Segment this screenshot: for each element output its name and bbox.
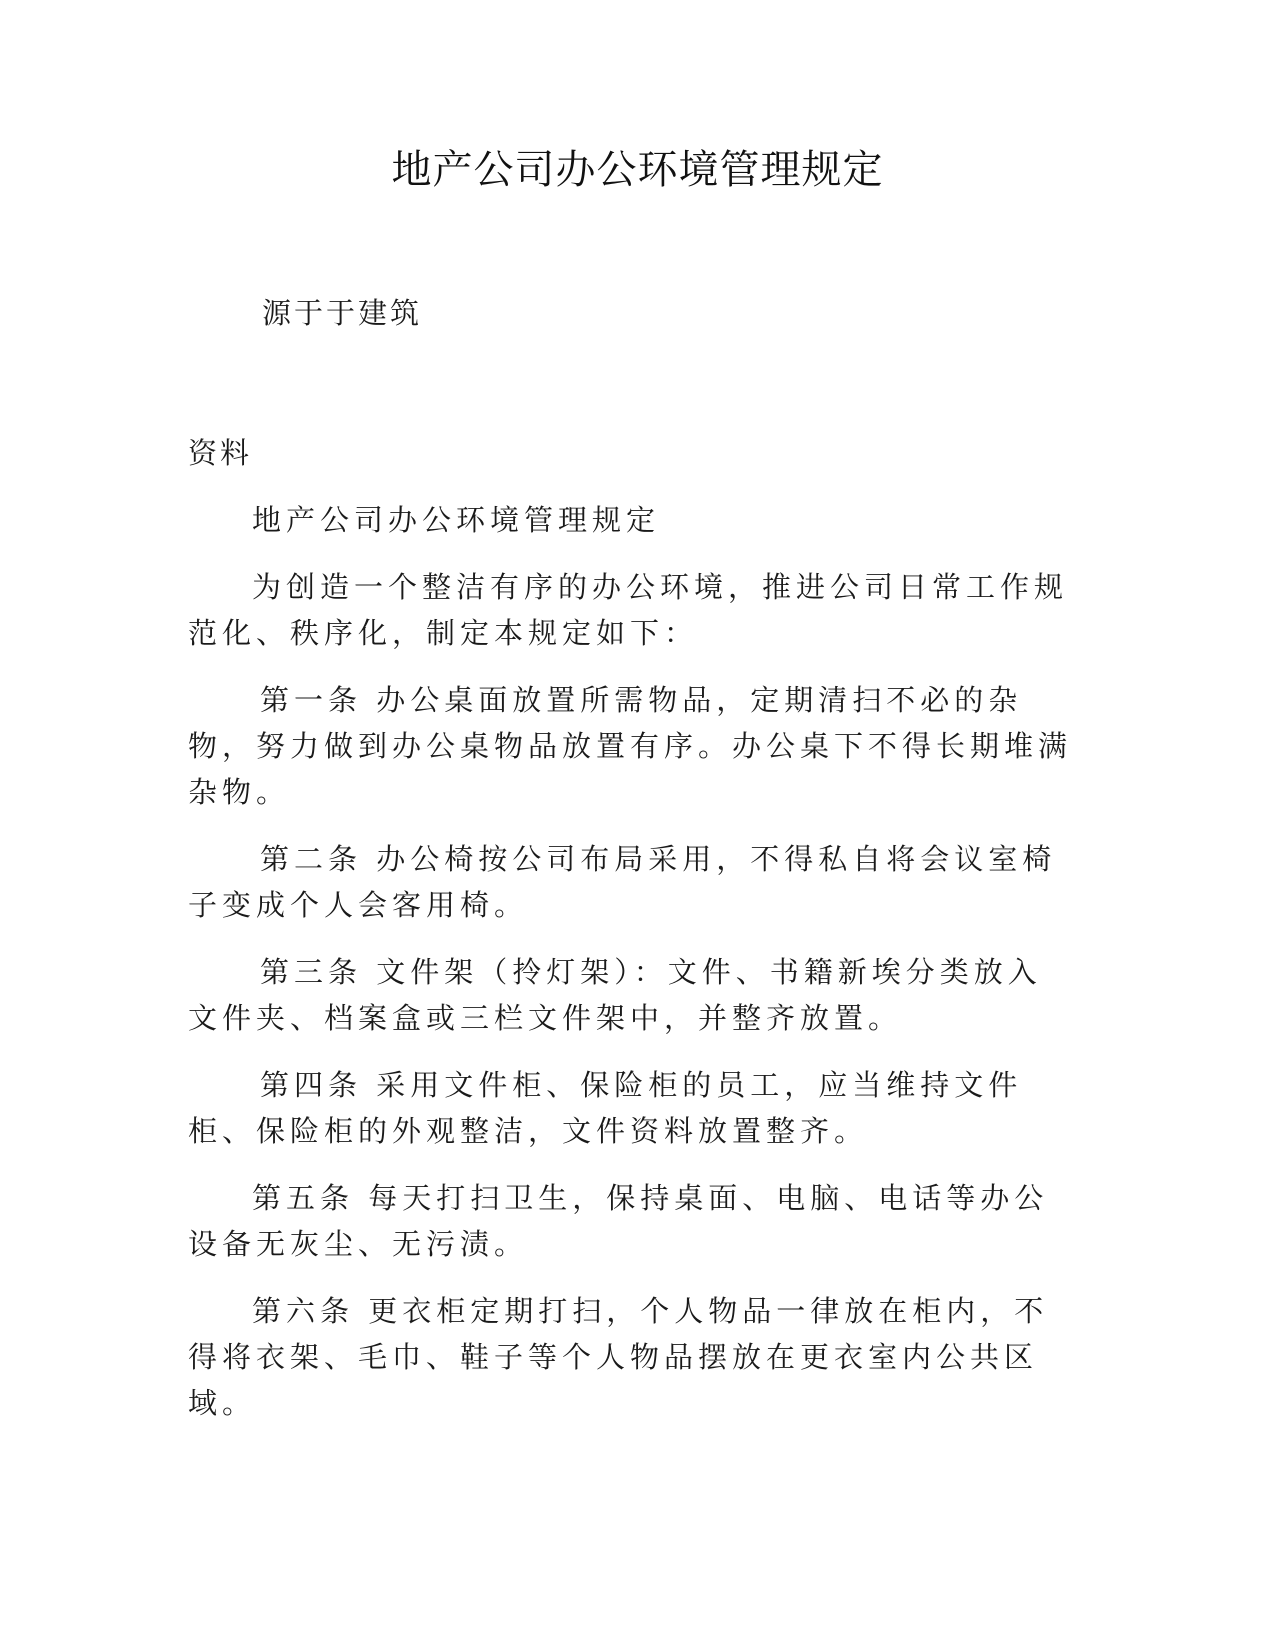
subtitle-paragraph: 地产公司办公环境管理规定	[252, 503, 661, 537]
article-5: 第五条 每天打扫卫生，保持桌面、电脑、电话等办公设备无灰尘、无污渍。	[188, 1181, 1049, 1261]
article-2: 第二条 办公椅按公司布局采用，不得私自将会议室椅子变成个人会客用椅。	[188, 842, 1057, 922]
source-line: 源于于建筑	[262, 296, 423, 330]
intro-paragraph: 为创造一个整洁有序的办公环境，推进公司日常工作规范化、秩序化，制定本规定如下：	[188, 570, 1069, 650]
article-3: 第三条 文件架（拎灯架）：文件、书籍新埃分类放入文件夹、档案盒或三栏文件架中，并整齐放置。	[188, 955, 1042, 1035]
document-title: 地产公司办公环境管理规定	[391, 147, 884, 193]
document-body	[188, 497, 1073, 1447]
article-6: 第六条 更衣柜定期打扫，个人物品一律放在柜内，不得将衣架、毛巾、鞋子等个人物品摆放在更衣室内公共区域。	[188, 1294, 1049, 1420]
section-label: 资料	[188, 436, 253, 470]
article-4: 第四条 采用文件柜、保险柜的员工，应当维持文件柜、保险柜的外观整洁，文件资料放置整齐。	[188, 1068, 1023, 1148]
article-1: 第一条 办公桌面放置所需物品，定期清扫不必的杂物，努力做到办公桌物品放置有序。办公桌下不得长期堆满杂物。	[188, 683, 1073, 809]
